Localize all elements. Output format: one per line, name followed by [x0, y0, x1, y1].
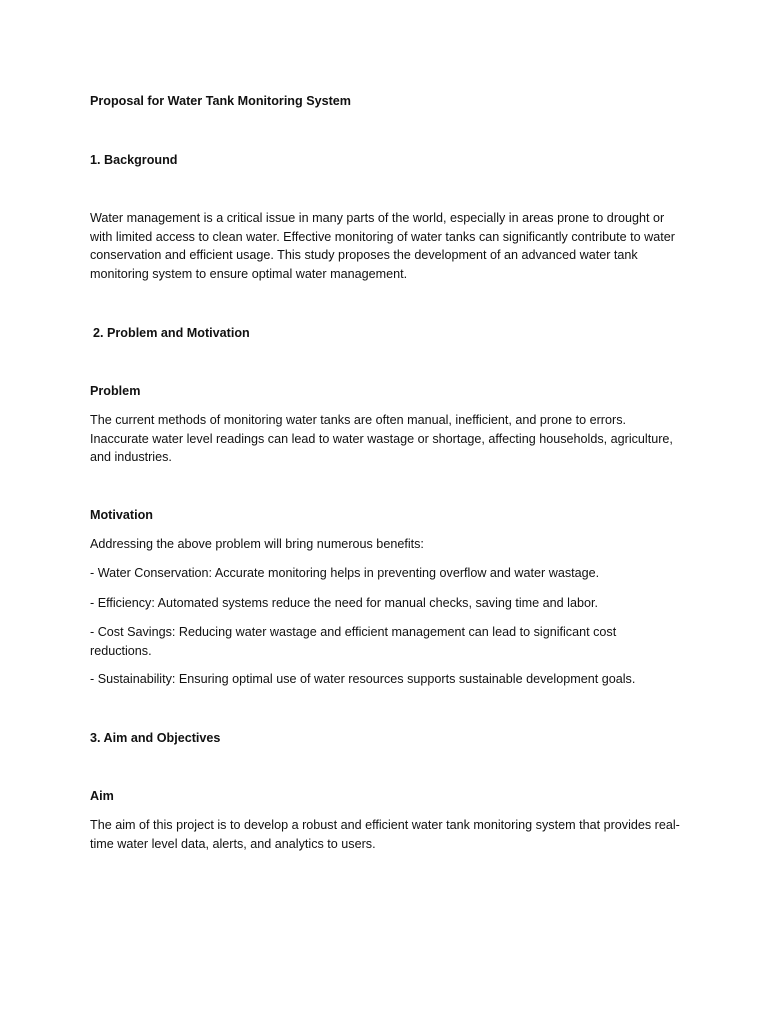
- benefit-item: - Efficiency: Automated systems reduce the need for manual checks, saving time and labor.: [90, 596, 598, 610]
- subheading-motivation: Motivation: [90, 508, 153, 522]
- problem-paragraph: The current methods of monitoring water tanks are often manual, inefficient, and prone to errors. Inaccurate water level readings can lead to water wastage or shortage, affecting households, agriculture, and industries.: [90, 413, 673, 464]
- section-heading-problem-motivation: 2. Problem and Motivation: [93, 326, 250, 340]
- document-title: Proposal for Water Tank Monitoring System: [90, 94, 351, 108]
- benefit-item: - Sustainability: Ensuring optimal use of water resources supports sustainable development goals.: [90, 672, 636, 686]
- section-heading-aim-objectives: 3. Aim and Objectives: [90, 731, 221, 745]
- section-heading-background: 1. Background: [90, 153, 178, 167]
- benefit-item: - Water Conservation: Accurate monitoring helps in preventing overflow and water wastage.: [90, 566, 600, 580]
- aim-paragraph: The aim of this project is to develop a robust and efficient water tank monitoring system that provides real-time water level data, alerts, and analytics to users.: [90, 818, 680, 851]
- benefit-item: - Cost Savings: Reducing water wastage and efficient management can lead to significant cost reductions.: [90, 625, 617, 658]
- subheading-aim: Aim: [90, 789, 114, 803]
- subheading-problem: Problem: [90, 384, 141, 398]
- motivation-intro: Addressing the above problem will bring numerous benefits:: [90, 537, 424, 551]
- background-paragraph: Water management is a critical issue in many parts of the world, especially in areas prone to drought or with limited access to clean water. Effective monitoring of water tanks can significantly contribute to water conservation and efficient usage. This study proposes the development of an advanced water tank monitoring system to ensure optimal water management.: [90, 211, 675, 281]
